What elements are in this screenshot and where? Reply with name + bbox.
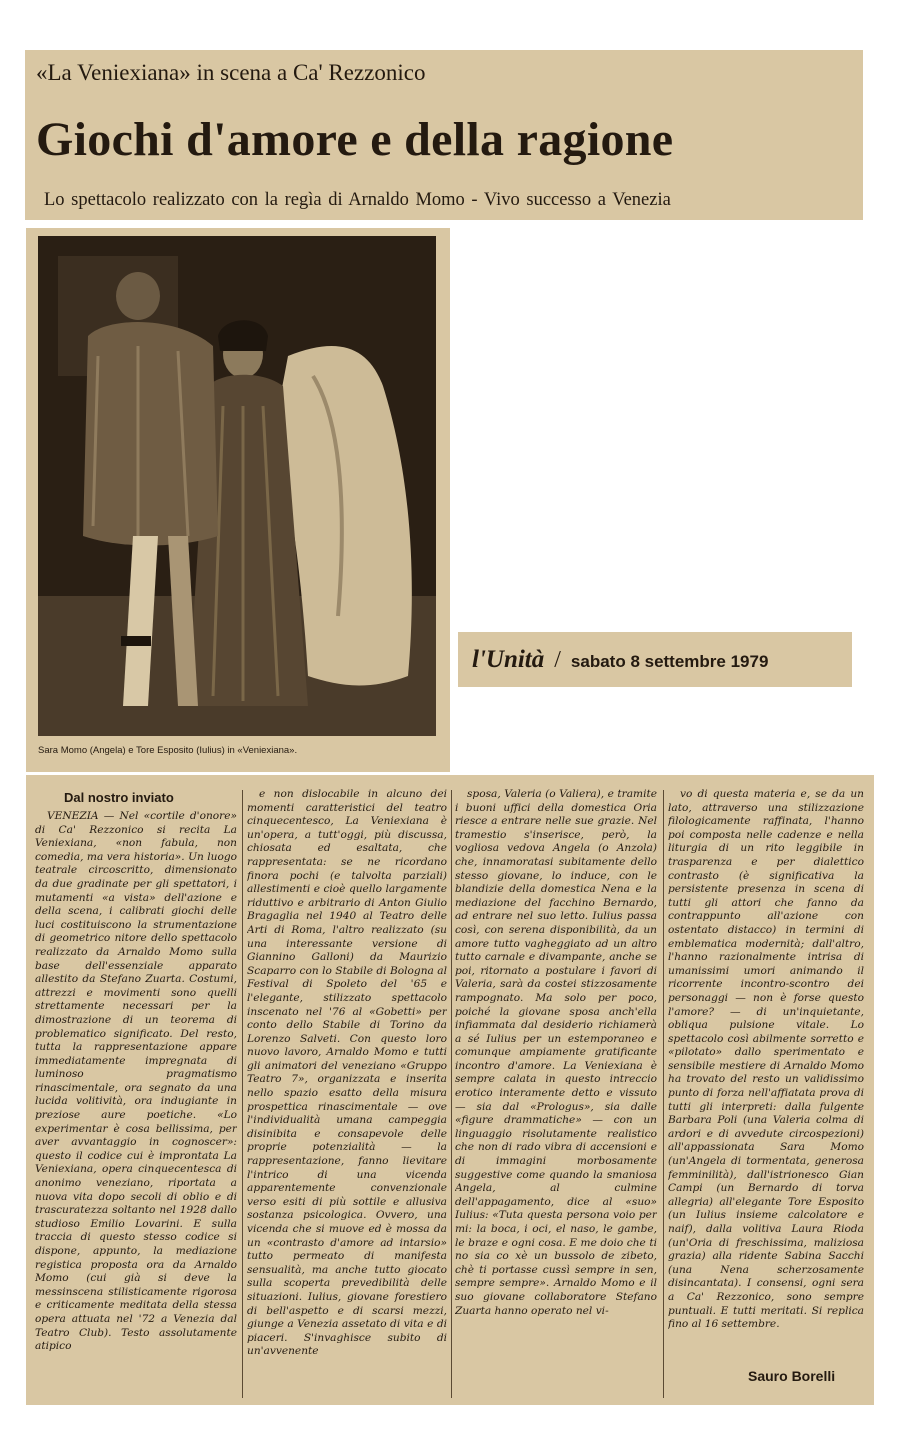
column-rule bbox=[451, 790, 452, 1398]
kicker-headline: «La Veniexiana» in scena a Ca' Rezzonico bbox=[36, 60, 426, 85]
main-headline: Giochi d'amore e della ragione bbox=[36, 113, 674, 166]
article-text-col2: e non dislocabile in alcuno dei momenti caratteristici del teatro cinquecentesco, La Veniexiana è un'opera, a tutt'oggi, più discussa, chiosata ed esaltata, che rappresentata: se ne ricordano finora pochi (e talvolta parziali) allestimenti e cioè quello largamente riduttivo e arbitrario di Anton Giulio Bragaglia nel 1940 al Teatro delle Arti di Roma, l'altro realizzato (su una interessante versione di Giannino Galloni) da Maurizio Scaparro con lo Stabile di Bologna al Festival di Spoleto del '65 e l'elegante, stilizzato spettacolo inscenato nel '76 al «Gobetti» per conto dello Stabile di Torino da Lorenzo Salveti. Con questo loro nuovo lavoro, Arnaldo Momo e tutti gli animatori del veneziano «Gruppo Teatro 7», organizzata e inserita nello spazio esatto della misura prospettica rinascimentale — ove l'individualità umana campeggia disinibita e consapevole delle proprie potenzialità — la rappresentazione, fanno lievitare l'intrico di una vicenda apparentemente convenzionale verso esiti di più sottile e allusiva sostanza psicologica. Ovvero, una vicenda che si muove ed è mossa da un «contrasto d'amore ad intarsio» tutto permeato di manifesta sensualità, ma anche tutto giocato sulla scoperta prevedibilità delle situazioni. Iulius, giovane forestiero di bell'aspetto e di scarsi mezzi, giunge a Venezia assetato di vita e di piaceri. S'invaghisce subito di un'avvenente bbox=[247, 788, 447, 1358]
article-text-col1: VENEZIA — Nel «cortile d'onore» di Ca' Rezzonico si recita La Veniexiana, «non fabula, non comedia, ma vera historia». Un luogo teatrale circoscritto, dimensionato da due gradinate per gli spettatori, i mutamenti «a vista» dell'azione e della scena, i calibrati giochi delle luci costituiscono la strumentazione di geometrico nitore dello spettacolo realizzato da Arnaldo Momo sulla base dell'essenziale apparato allestito da Stefano Zuarta. Costumi, attrezzi e movimenti sono quelli strettamente necessari per la dimostrazione di un teorema di problematico significato. Del resto, tutta la rappresentazione appare immediatamente impregnata di luminoso pragmatismo rinascimentale, ora segnato da una lucida volitività, ora indugiante in preziose aure poetiche. «Lo experimentar è cosa bellissima, per aver avvantaggio in cognoscer»: questo il codice cui è improntata La Veniexiana, opera cinquecentesca di anonimo veneziano, riportata a nuova vita dopo secoli di oblio e di trascuratezza soltanto nel 1928 dallo studioso Emilio Lovarini. E sulla traccia di questo stesso codice si dispone, appunto, la mediazione registica proposta ora da Arnaldo Momo (cui già si deve la messinscena stilisticamente rigorosa e criticamente meditata della stessa opera attuata nel '72 a Venezia dal Teatro Club). Testo assolutamente atipico bbox=[35, 810, 237, 1353]
newspaper-logo: l'Unità bbox=[472, 646, 545, 673]
article-column-2 bbox=[247, 788, 447, 1378]
masthead-separator: / bbox=[554, 647, 561, 673]
masthead bbox=[472, 646, 768, 674]
column-rule bbox=[242, 790, 243, 1398]
article-text-col4: vo di questa materia e, se da un lato, attraverso una stilizzazione filologicamente raffinata, l'hanno poi composta nelle cadenze e nella liturgia di un rito leggibile in trasparenza e per dialettico contrasto (è significativa la persistente presenza in scena di tutti gli attori che fanno da contrappunto all'azione con ostentato distacco) in termini di emblematica modernità; dall'altro, l'hanno razionalmente intrisa di umanissimi umori animando il ricorrente incontro-scontro dei personaggi — non è forse questo l'amore? — di un'inquietante, obliqua pulsione vitale. Lo spettacolo così abilmente sorretto e «pilotato» dallo sperimentato e sensibile mestiere di Arnaldo Momo ha trovato del resto un validissimo punto di forza nell'affiatata prova di tutti gli interpreti: dalla fulgente Barbara Poli (una Valeria colma di ardori e di avvedute circospezioni) all'appassionata Sara Momo (un'Angela di tormentata, generosa femminilità), dall'istrionesco Gian Campi (un Bernardo di torva allegria) all'elegante Tore Esposito (un Iulius insieme calcolatore e naif), dalla volitiva Laura Rioda (un'Oria di freschissima, maliziosa grazia) alla ridente Sabina Sacchi (una Nena scherzosamente disincantata). I consensi, ogni sera a Ca' Rezzonico, sono sempre puntuali. E tutti meritati. Si replica fino al 16 settembre. bbox=[668, 788, 864, 1331]
article-column-1 bbox=[35, 810, 237, 1400]
author-signature: Sauro Borelli bbox=[748, 1368, 836, 1384]
column-rule bbox=[663, 790, 664, 1398]
article-text-col3: sposa, Valeria (o Valiera), e tramite i buoni uffici della domestica Oria riesce a entrare nelle sue grazie. Nel tramestio s'inserisce, però, la vogliosa vedova Angela (o Anzola) che, innamoratasi subitamente dello stesso giovane, lo induce, con le blandizie della domestica Nena e la mediazione del facchino Bernardo, ad entrare nel suo letto. Iulius passa così, con serena disponibilità, da un amore tutto vagheggiato ad un altro tutto carnale e divampante, anche se poi, ritornato a postulare i favori di Valeria, sarà da costei stizzosamente rampognato. Ma solo per poco, poiché la giovane sposa anch'ella infiammata dal desiderio richiamerà a sé Iulius per un estemporaneo e comunque ampiamente gratificante incontro d'amore. La Veniexiana è sempre calata in questo intreccio erotico interamente detto e vissuto — sia dal «Prologus», sia dalle «figure drammatiche» — con un linguaggio risolutamente realistico che non di rado vibra di accensioni e di immagini morbosamente suggestive come quando la smaniosa Angela, al culmine dell'appagamento, dice al «suo» Iulius: «Tuta questa persona voio per mi: la boca, i oci, el naso, le gambe, le braze e ogni cosa. E me doio che ti no sia co xè un bussolo de zibeto, chè ti portasse cussì sempre in sen, sempre sempre». Arnaldo Momo e il suo giovane collaboratore Stefano Zuarta hanno operato nel vi- bbox=[455, 788, 657, 1317]
actor-head bbox=[116, 272, 160, 320]
publication-date: sabato 8 settembre 1979 bbox=[570, 652, 769, 671]
stage-photo bbox=[38, 236, 436, 736]
subheadline: Lo spettacolo realizzato con la regìa di Arnaldo Momo - Vivo successo a Venezia bbox=[44, 190, 671, 210]
dateline-label: Dal nostro inviato bbox=[64, 790, 174, 805]
photo-caption: Sara Momo (Angela) e Tore Esposito (Iulius) in «Veniexiana». bbox=[38, 745, 298, 756]
actor-cape bbox=[83, 322, 218, 545]
article-column-4 bbox=[668, 788, 864, 1333]
actor-garter bbox=[121, 636, 151, 646]
article-column-3 bbox=[455, 788, 657, 1378]
